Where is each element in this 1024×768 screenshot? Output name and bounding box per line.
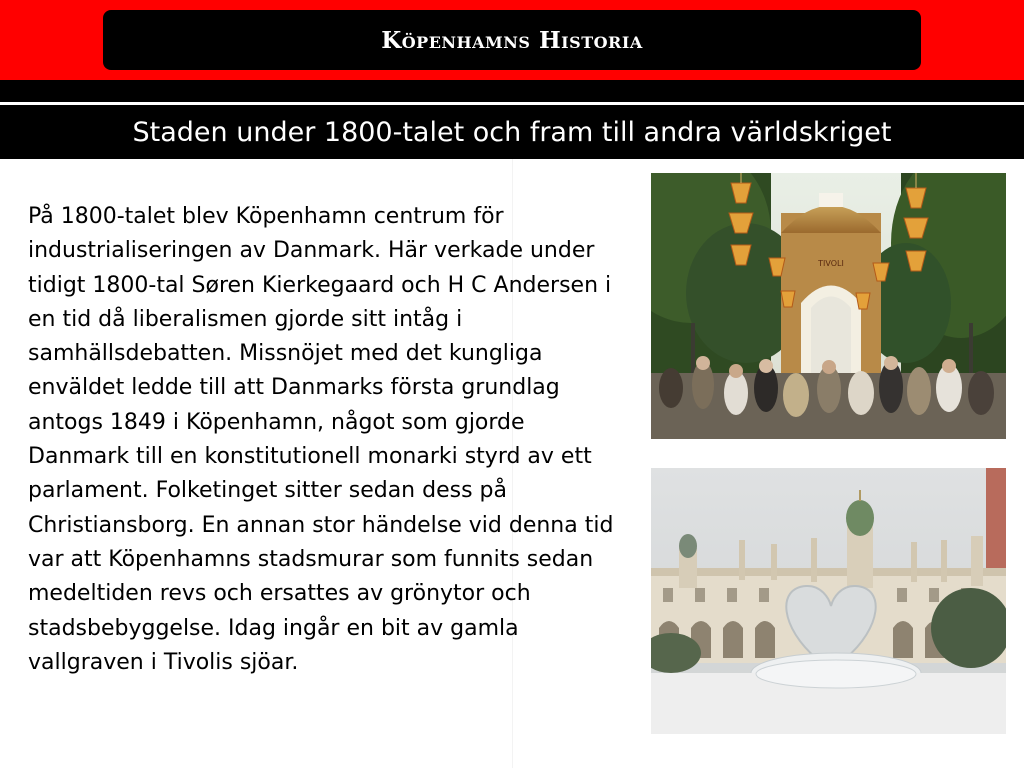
tivoli-gate-photo xyxy=(651,173,1006,439)
title-box xyxy=(103,10,921,70)
tivoli-sign: TIVOLI xyxy=(818,259,844,268)
slide-title: Köpenhamns Historia xyxy=(381,26,643,54)
palace-winter-photo xyxy=(651,468,1006,734)
slide-subtitle: Staden under 1800-talet och fram till andra världskriget xyxy=(132,116,892,148)
subtitle-band xyxy=(0,105,1024,159)
body-text: På 1800-talet blev Köpenhamn centrum för industrialiseringen av Danmark. Här verkade under tidigt 1800-tal Søren Kierkegaard och H C Andersen i en tid då liberalismen gjorde sitt intåg i samhällsdebatten. Missnöjet med det kungliga enväldet ledde till att Danmarks första grundlag antogs 1849 i Köpenhamn, något som gjorde Danmark till en konstitutionell monarki styrd av ett parlament. Folketinget sitter sedan dess på Christiansborg. En annan stor händelse vid denna tid var att Köpenhamns stadsmurar som funnits sedan medeltiden revs och ersattes av grönytor och stadsbebyggelse. Idag ingår en bit av gamla vallgraven i Tivolis sjöar. xyxy=(28,204,614,675)
header-black-band xyxy=(0,80,1024,102)
